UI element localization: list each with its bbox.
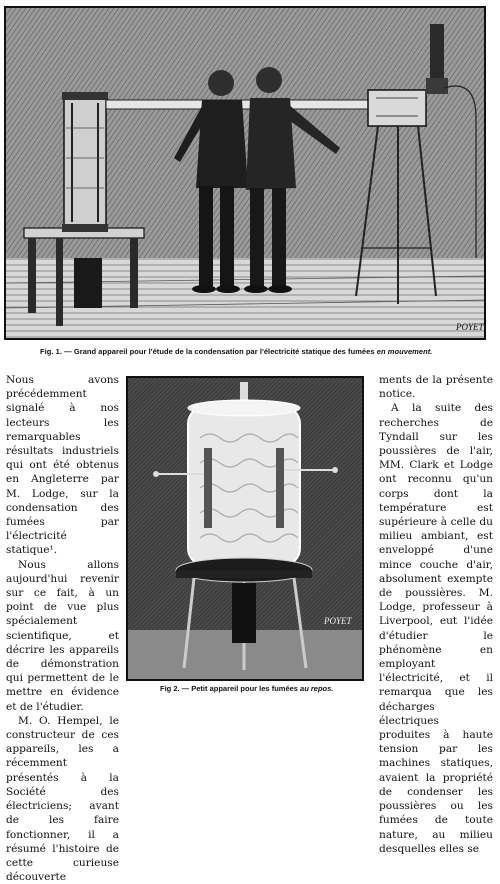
- text-column-right: [379, 373, 493, 855]
- paragraph: A la suite des recherches de Tyndall sur les poussières de l'air, MM. Clark et Lodge ont reconnu qu'un corps dont la température est supérieure à celle du milieu ambiant, est enveloppé d'une mince couche d'air, absolument exempte de poussières. M. Lodge, professeur à Liverpool, eut l'idée d'étudier le phénomène en employant l'électricité, et il remarqua que les décharges électriques produites à haute tension par les machines statiques, avaient la propriété de condenser les poussières ou les fumées de toute nature, au milieu desquelles elles se: [379, 402, 493, 855]
- figure-1-engraving: [4, 6, 486, 340]
- figure-2-caption-text: Fig 2. — Petit appareil pour les fumées: [160, 684, 298, 693]
- figure-1-caption: [40, 347, 470, 356]
- figure-1-illustration: [6, 8, 484, 338]
- figure-2-engraving: [126, 376, 364, 681]
- paragraph: M. O. Hempel, le constructeur de ces appareils, les a récemment présentés à la Société des électriciens; avant de les faire fonctionner, il a résumé l'histoire de cette curieuse découverte: [6, 714, 119, 884]
- figure-1-caption-text: Fig. 1. — Grand appareil pour l'étude de la condensation par l'électricité statique des fumées: [40, 347, 375, 356]
- paragraph: Nous avons précédemment signalé à nos lecteurs les remarquables résultats industriels qui ont été obtenus en Angleterre par M. Lodge, sur la condensation des fumées par l'électricité statique¹.: [6, 374, 119, 557]
- figure-2-caption: [160, 684, 360, 693]
- figure-2-signature: POYET: [324, 616, 352, 626]
- paragraph: Nous allons aujourd'hui revenir sur ce fait, à un point de vue plus spécialement scientifique, et décrire les appareils de démonstration qui permettent de le mettre en évidence et de l'étudier.: [6, 558, 119, 713]
- text-column-left: [6, 373, 119, 884]
- figure-1-signature: POYET: [456, 322, 484, 332]
- figure-2-illustration: [128, 378, 362, 679]
- figure-1-caption-italic: en mouvement.: [376, 347, 433, 356]
- paragraph: ments de la présente notice.: [379, 374, 493, 401]
- figure-2-caption-italic: au repos.: [300, 684, 334, 693]
